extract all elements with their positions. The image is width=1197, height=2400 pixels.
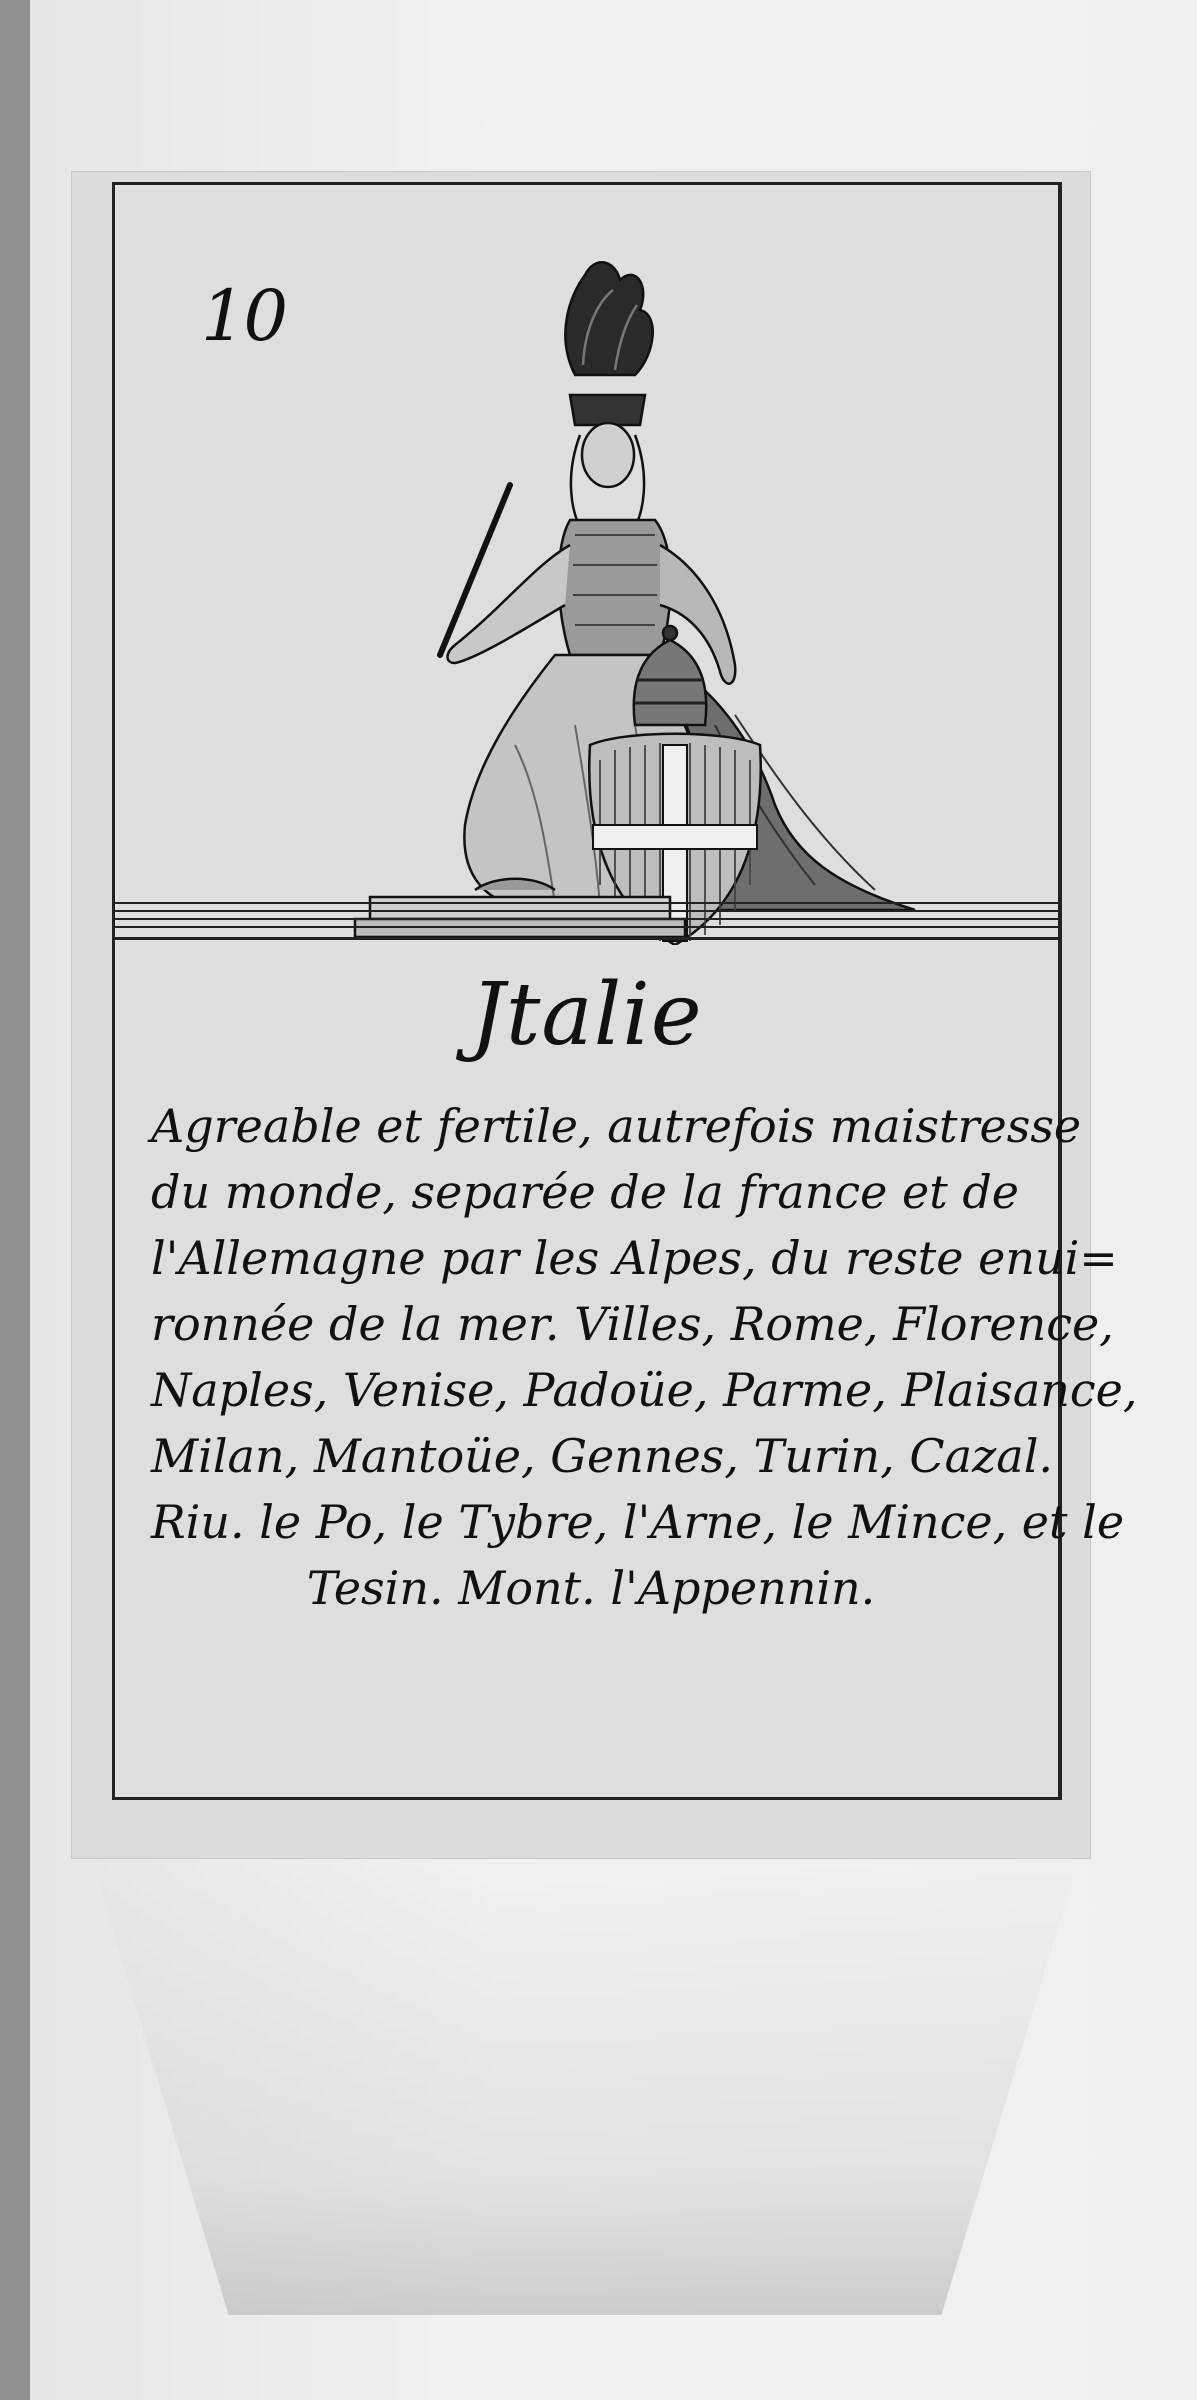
description-line: Naples, Venise, Padoüe, Parme, Plaisance, [151,1363,1138,1417]
playing-card [72,172,1138,1858]
plate-border [112,182,1138,1800]
card-description [151,1093,1138,1621]
ground-line [115,937,1058,940]
description-line: Agreable et fertile, autrefois maistresse [151,1099,1082,1153]
card-number: 10 [201,275,287,357]
description-line: l'Allemagne par les Alpes, du reste enui= [151,1231,1118,1285]
allegorical-figure-illustration [115,185,1058,945]
card-title: Jtalie [470,965,703,1065]
head-icon [571,423,644,535]
description-line: ronnée de la mer. Villes, Rome, Florence, [151,1297,1114,1351]
description-line: Riu. le Po, le Tybre, l'Arne, le Mince, et le [151,1495,1125,1549]
description-line: Tesin. Mont. l'Appennin. [306,1561,876,1615]
description-line: Milan, Mantoüe, Gennes, Turin, Cazal. [151,1429,1054,1483]
armour-icon [559,520,671,655]
plumed-helmet-icon [565,262,652,425]
mount-shadow [90,1855,1080,2315]
description-line: du monde, separée de la france et de [151,1165,1020,1219]
mount-edge-strip [0,0,30,2400]
